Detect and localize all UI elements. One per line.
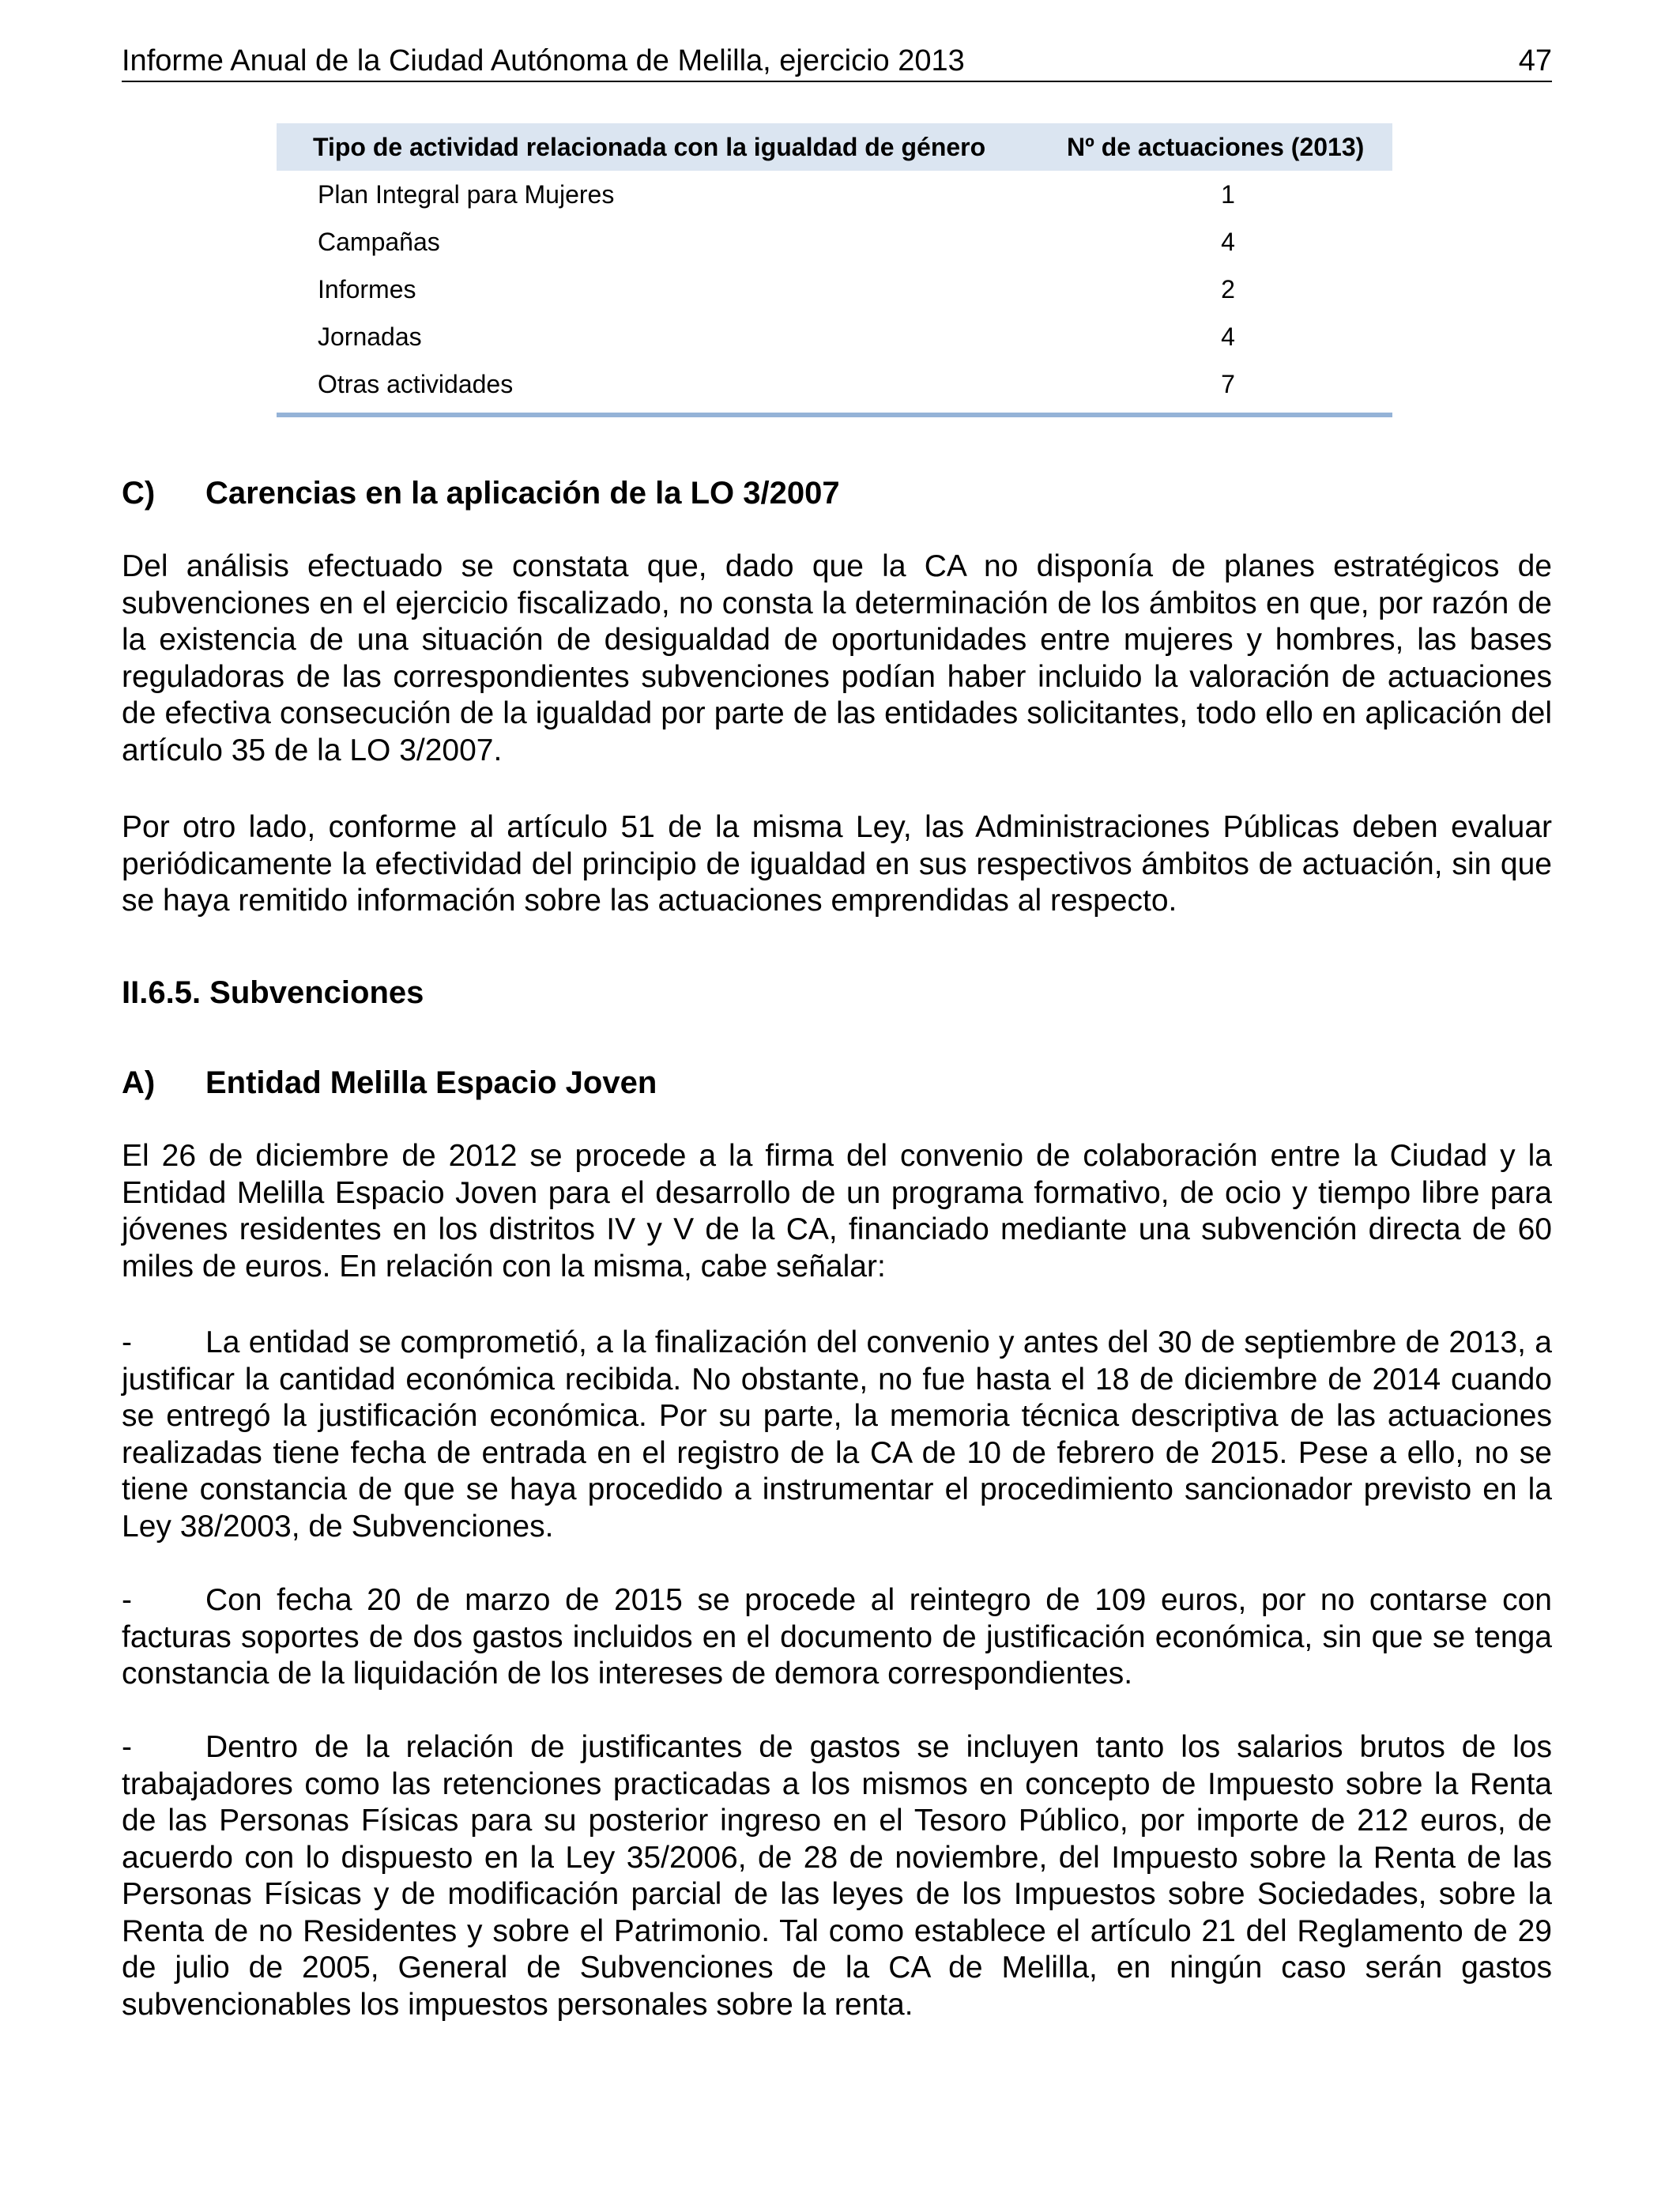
report-title: Informe Anual de la Ciudad Autónoma de Melilla, ejercicio 2013 [122, 44, 965, 77]
bullet-marker: - [122, 1730, 132, 1764]
bullet-item [122, 1325, 1552, 1545]
table-row [277, 313, 1392, 360]
bullet-text: Dentro de la relación de justificantes de gastos se incluyen tanto los salarios brutos de los trabajadores como las retenciones practicadas a los mismos en concepto de Impuesto sobre la Renta de las Personas Físicas para su posterior ingreso en el Tesoro Público, por importe de 212 euros, de acuerdo con lo dispuesto en la Ley 35/2006, de 28 de noviembre, del Impuesto sobre la Renta de las Personas Físicas y de modificación parcial de las leyes de los Impuestos sobre Sociedades, sobre la Renta de no Residentes y sobre el Patrimonio. Tal como establece el artículo 21 del Reglamento de 29 de julio de 2005, General de Subvenciones de la CA de Melilla, en ningún caso serán gastos subvencionables los impuestos personales sobre la renta. [122, 1730, 1552, 2022]
activity-cell: Informes [318, 275, 416, 303]
table-row [277, 218, 1392, 266]
page-number: 47 [1518, 44, 1552, 77]
count-cell: 1 [1221, 180, 1235, 209]
section-a-heading [122, 1064, 657, 1102]
page-header [122, 41, 1552, 82]
section-c-paragraph-1: Del análisis efectuado se constata que, dado que la CA no disponía de planes estratégicos de subvenciones en el ejercicio fiscalizado, no consta la determinación de los ámbitos en que, por razón de la existencia de una situación de desigualdad de oportunidades entre mujeres y hombres, las bases reguladoras de las correspondientes subvenciones podían haber incluido la valoración de actuaciones de efectiva consecución de la igualdad por parte de las entidades solicitantes, todo ello en aplicación del artículo 35 de la LO 3/2007. [122, 549, 1552, 767]
activity-cell: Otras actividades [318, 370, 514, 398]
count-cell: 4 [1221, 228, 1235, 256]
activity-cell: Campañas [318, 228, 440, 256]
table-header-row [277, 123, 1392, 171]
bullet-marker: - [122, 1583, 132, 1617]
section-c-heading [122, 474, 840, 512]
column-header-count: Nº de actuaciones (2013) [1067, 133, 1365, 161]
table-row [277, 171, 1392, 218]
count-cell: 2 [1221, 275, 1235, 303]
section-ii65-heading: II.6.5. Subvenciones [122, 975, 424, 1010]
column-header-activity: Tipo de actividad relacionada con la igualdad de género [313, 133, 986, 161]
count-cell: 7 [1221, 370, 1235, 398]
bullet-text: La entidad se comprometió, a la finalización del convenio y antes del 30 de septiembre de 2013, a justificar la cantidad económica recibida. No obstante, no fue hasta el 18 de diciembre de 2014 cuando se entregó la justificación económica. Por su parte, la memoria técnica descriptiva de las actuaciones realizadas tiene fecha de entrada en el registro de la CA de 10 de febrero de 2015. Pese a ello, no se tiene constancia de que se haya procedido a instrumentar el procedimiento sancionador previsto en la Ley 38/2003, de Subvenciones. [122, 1325, 1552, 1544]
table-row [277, 266, 1392, 313]
section-a-label: A) [122, 1065, 156, 1100]
bullet-marker: - [122, 1325, 132, 1359]
section-c-title: Carencias en la aplicación de la LO 3/2007 [205, 476, 840, 511]
gender-equality-activities-table [277, 123, 1392, 417]
section-c-paragraph-2: Por otro lado, conforme al artículo 51 de la misma Ley, las Administraciones Públicas deben evaluar periódicamente la efectividad del principio de igualdad en sus respectivos ámbitos de actuación, sin que se haya remitido información sobre las actuaciones emprendidas al respecto. [122, 810, 1552, 918]
bullet-item [122, 1582, 1552, 1693]
activity-cell: Jornadas [318, 322, 422, 351]
section-c-label: C) [122, 476, 156, 511]
bullet-text: Con fecha 20 de marzo de 2015 se procede al reintegro de 109 euros, por no contarse con facturas soportes de dos gastos incluidos en el documento de justificación económica, sin que se tenga constancia de la liquidación de los intereses de demora correspondientes. [122, 1583, 1552, 1691]
table-bottom-rule [277, 413, 1392, 417]
count-cell: 4 [1221, 322, 1235, 351]
activity-cell: Plan Integral para Mujeres [318, 180, 615, 209]
table-row [277, 360, 1392, 408]
section-a-intro: El 26 de diciembre de 2012 se procede a la firma del convenio de colaboración entre la Ciudad y la Entidad Melilla Espacio Joven para el desarrollo de un programa formativo, de ocio y tiempo libre para jóvenes residentes en los distritos IV y V de la CA, financiado mediante una subvención directa de 60 miles de euros. En relación con la misma, cabe señalar: [122, 1139, 1552, 1284]
bullet-item [122, 1729, 1552, 2023]
section-a-title: Entidad Melilla Espacio Joven [205, 1065, 657, 1100]
